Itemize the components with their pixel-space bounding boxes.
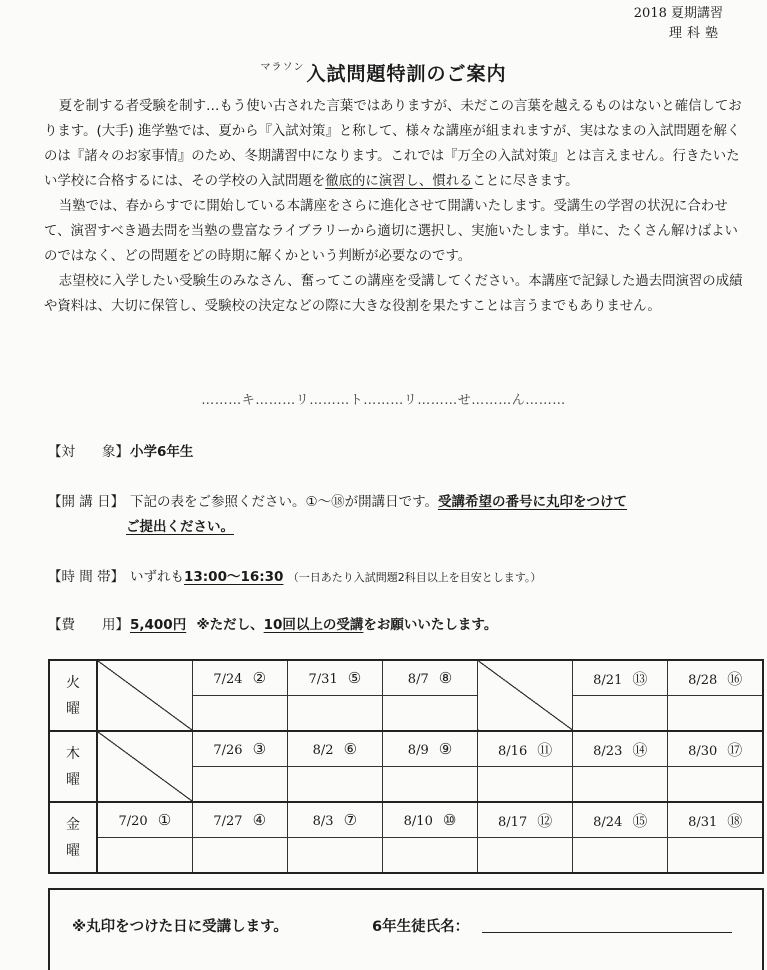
session-date-cell <box>668 660 763 696</box>
no-class-cell <box>478 660 573 731</box>
session-date: 8/24 <box>593 814 623 830</box>
mark-cell[interactable] <box>668 767 763 803</box>
schedule-mark-row <box>49 838 763 874</box>
mark-cell[interactable] <box>97 838 192 874</box>
session-number: ⑤ <box>347 669 362 687</box>
p1-text: 夏を制する者受験を制す…もう使い古された言葉ではありますが、未だこの言葉を越えるものはないと確信しております。(大手) 進学塾では、夏から『入試対策』と称して、様々な講座が組まれますが、実はなまの入試問題を解くのは『諸々のお家事情』のため、冬期講習中になります。これでは『万全の入試対策』とは言えません。行きたいたい学校に合格するには、その学校の入試問題を <box>44 99 742 189</box>
schedule-row <box>49 731 763 767</box>
session-date-cell <box>192 660 287 696</box>
session-number: ③ <box>252 740 267 758</box>
school-name: 理科塾 <box>668 26 723 41</box>
mark-cell[interactable] <box>287 696 382 732</box>
paragraph-1 <box>44 94 744 194</box>
day-label: 火 曜 <box>49 660 97 731</box>
session-date: 8/21 <box>593 672 623 688</box>
session-number: ⑰ <box>727 740 743 759</box>
session-number: ⑧ <box>438 669 453 687</box>
dates-request-2: ご提出ください。 <box>126 519 234 535</box>
schedule-row <box>49 660 763 696</box>
dates-text: 下記の表をご参照ください。①～⑱が開講日です。 <box>130 494 439 510</box>
session-number: ⑦ <box>343 811 358 829</box>
session-date: 7/20 <box>118 814 148 829</box>
page-title <box>0 58 767 86</box>
time-prefix: いずれも <box>130 569 184 585</box>
fee-note-b: をお願いいたします。 <box>363 617 498 633</box>
session-date-cell <box>573 731 668 767</box>
schedule-row <box>49 802 763 838</box>
session-date: 8/23 <box>593 743 623 759</box>
dates-request-1: 受講希望の番号に丸印をつけて <box>438 494 628 510</box>
mark-cell[interactable] <box>382 838 477 874</box>
no-class-cell <box>97 731 192 802</box>
mark-cell[interactable] <box>668 696 763 732</box>
session-number: ⑱ <box>727 811 743 830</box>
mark-cell[interactable] <box>573 696 668 732</box>
session-date: 8/31 <box>688 814 718 830</box>
paragraph-3: 志望校に入学したい受験生のみなさん、奮ってこの講座を受講してください。本講座で記録した過去問演習の成績や資料は、大切に保管し、受験校の決定などの際に大きな役割を果たすことは言うまでもありません。 <box>44 274 743 314</box>
session-date-cell <box>668 802 763 838</box>
mark-cell[interactable] <box>382 767 477 803</box>
session-number: ⑬ <box>632 669 648 688</box>
mark-cell[interactable] <box>287 838 382 874</box>
session-date-cell <box>478 802 573 838</box>
session-number: ② <box>252 669 267 687</box>
paragraph-2: 当塾では、春からすでに開始している本講座をさらに進化させて開講いたします。受講生の学習の状況に合わせて、演習すべき過去問を当塾の豊富なライブラリーから適切に選択し、実施いたします。単に、たくさん解けばよいのではなく、どの問題をどの時期に解くかという判断が必要なのです。 <box>44 199 738 264</box>
session-date-cell <box>287 660 382 696</box>
mark-cell[interactable] <box>573 838 668 874</box>
session-number: ⑩ <box>442 811 457 829</box>
session-date-cell <box>382 802 477 838</box>
session-date-cell <box>668 731 763 767</box>
fee-note <box>197 617 498 633</box>
session-date: 7/24 <box>213 672 243 687</box>
session-date-cell <box>382 660 477 696</box>
mark-cell[interactable] <box>573 767 668 803</box>
session-number: ④ <box>252 811 267 829</box>
mark-cell[interactable] <box>192 696 287 732</box>
mark-cell[interactable] <box>382 696 477 732</box>
fee-row <box>48 613 497 633</box>
fee-label: 【費 用】 <box>48 617 129 633</box>
session-number: ⑨ <box>438 740 453 758</box>
student-name-label: 6年生徒氏名： <box>372 919 470 935</box>
session-date: 8/7 <box>407 672 429 687</box>
day-label: 木 曜 <box>49 731 97 802</box>
session-number: ① <box>157 811 172 829</box>
session-number: ⑭ <box>632 740 648 759</box>
dates-label: 【開 講 日】 <box>48 494 125 510</box>
header-year-line: 2018 夏期講習 <box>633 6 723 21</box>
p1-end: ことに尽きます。 <box>472 174 579 189</box>
dates-row <box>48 490 627 510</box>
mark-cell[interactable] <box>192 767 287 803</box>
session-number: ⑪ <box>537 740 553 759</box>
mark-cell[interactable] <box>478 838 573 874</box>
session-date-cell <box>573 660 668 696</box>
session-date-cell <box>478 731 573 767</box>
day-label: 金 曜 <box>49 802 97 873</box>
session-number: ⑥ <box>343 740 358 758</box>
session-date: 8/28 <box>688 672 718 688</box>
session-number: ⑯ <box>727 669 743 688</box>
title-text: 入試問題特訓のご案内 <box>306 63 507 85</box>
session-date: 8/16 <box>498 743 528 759</box>
session-date: 8/10 <box>403 814 433 829</box>
mark-cell[interactable] <box>192 838 287 874</box>
p1-underlined: 徹底的に演習し、慣れる <box>325 174 473 189</box>
session-date: 8/2 <box>312 743 334 758</box>
cut-line: ………キ………リ………ト………リ………せ………ん……… <box>201 393 566 408</box>
session-number: ⑫ <box>537 811 553 830</box>
time-row <box>48 565 541 585</box>
mark-cell[interactable] <box>668 838 763 874</box>
time-label: 【時 間 帯】 <box>48 569 125 585</box>
session-date-cell <box>97 802 192 838</box>
title-ruby: マラソン <box>260 62 305 73</box>
session-date: 8/3 <box>312 814 334 829</box>
session-date: 7/31 <box>308 672 338 687</box>
time-value: 13:00～16:30 <box>184 569 284 585</box>
target-label: 【対 象】 <box>48 444 129 460</box>
session-date-cell <box>287 731 382 767</box>
session-date: 8/9 <box>407 743 429 758</box>
student-name-field[interactable] <box>482 932 732 933</box>
target-value: 小学6年生 <box>130 444 194 460</box>
mark-cell[interactable] <box>478 767 573 803</box>
session-date-cell <box>192 731 287 767</box>
footer-note: ※丸印をつけた日に受講します。 <box>72 919 288 935</box>
session-number: ⑮ <box>632 811 648 830</box>
schedule-table <box>48 659 764 874</box>
time-note: （一日あたり入試問題2科目以上を目安とします。） <box>287 571 542 584</box>
session-date: 8/17 <box>498 814 528 830</box>
target-row <box>48 440 193 460</box>
intro-text <box>44 94 744 319</box>
session-date: 7/26 <box>213 743 243 758</box>
session-date: 7/27 <box>213 814 243 829</box>
session-date-cell <box>287 802 382 838</box>
session-date-cell <box>382 731 477 767</box>
mark-cell[interactable] <box>287 767 382 803</box>
session-date-cell <box>192 802 287 838</box>
session-date: 8/30 <box>688 743 718 759</box>
no-class-cell <box>97 660 192 731</box>
session-date-cell <box>573 802 668 838</box>
fee-value: 5,400円 <box>130 617 187 633</box>
fee-note-underlined: 10回以上の受講 <box>263 617 364 633</box>
fee-note-a: ※ただし、 <box>196 617 264 633</box>
